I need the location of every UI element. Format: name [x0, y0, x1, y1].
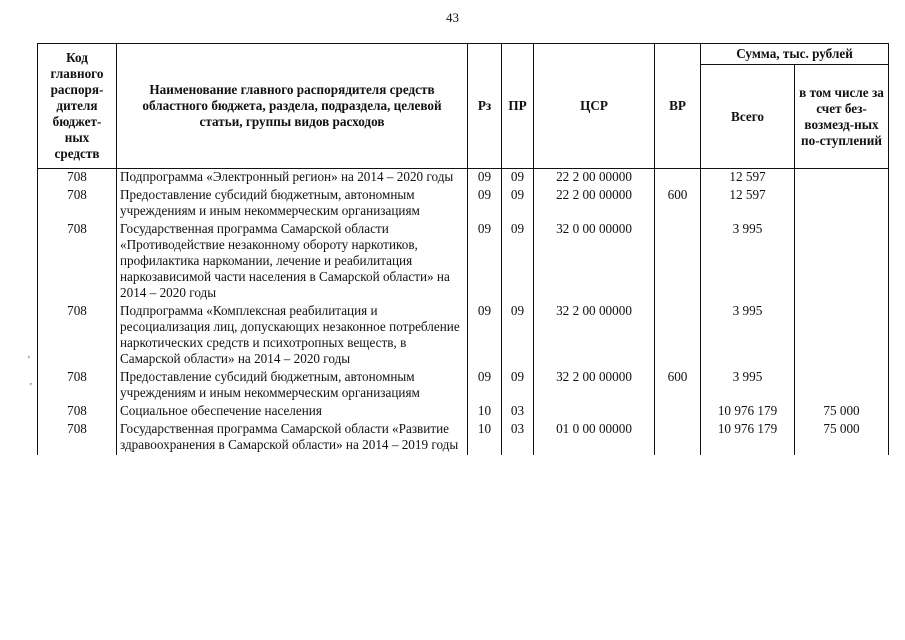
cell-free: [795, 303, 889, 369]
cell-vr: [655, 221, 701, 303]
cell-vr: [655, 303, 701, 369]
table-row: [38, 369, 889, 403]
cell-name: Социальное обеспечение населения: [117, 403, 468, 421]
cell-csr: 22 2 00 00000: [534, 187, 655, 221]
cell-rz: 09: [468, 369, 502, 403]
cell-code: 708: [38, 221, 117, 303]
cell-vr: 600: [655, 369, 701, 403]
cell-vr: 600: [655, 187, 701, 221]
cell-csr: 32 2 00 00000: [534, 303, 655, 369]
cell-rz: 09: [468, 221, 502, 303]
cell-pr: 03: [502, 403, 534, 421]
cell-free: [795, 369, 889, 403]
cell-code: 708: [38, 169, 117, 188]
cell-name: Государственная программа Самарской области «Противодействие незаконному обороту наркотиков, профилактика наркомании, лечение и реабилитация наркозависимой части населения в Самарской области» на 2014 – 2020 годы: [117, 221, 468, 303]
cell-total: 10 976 179: [701, 421, 795, 455]
cell-vr: [655, 169, 701, 188]
cell-name: Государственная программа Самарской области «Развитие здравоохранения в Самарской области» на 2014 – 2019 годы: [117, 421, 468, 455]
table-row: [38, 403, 889, 421]
cell-pr: 09: [502, 303, 534, 369]
header-free: в том числе за счет без-возмезд-ных по-ступлений: [795, 65, 889, 169]
table-body: [38, 169, 889, 456]
cell-csr: 22 2 00 00000: [534, 169, 655, 188]
cell-vr: [655, 403, 701, 421]
header-csr: ЦСР: [534, 44, 655, 169]
cell-name: Предоставление субсидий бюджетным, автономным учреждениям и иным некоммерческим организациям: [117, 187, 468, 221]
cell-pr: 09: [502, 169, 534, 188]
table-row: [38, 169, 889, 188]
cell-code: 708: [38, 303, 117, 369]
cell-free: 75 000: [795, 421, 889, 455]
cell-csr: 01 0 00 00000: [534, 421, 655, 455]
cell-name: Подпрограмма «Электронный регион» на 2014 – 2020 годы: [117, 169, 468, 188]
cell-total: 3 995: [701, 303, 795, 369]
header-vr: ВР: [655, 44, 701, 169]
cell-csr: 32 2 00 00000: [534, 369, 655, 403]
cell-total: 12 597: [701, 169, 795, 188]
cell-free: [795, 169, 889, 188]
cell-pr: 03: [502, 421, 534, 455]
cell-rz: 09: [468, 169, 502, 188]
cell-total: 10 976 179: [701, 403, 795, 421]
cell-pr: 09: [502, 369, 534, 403]
cell-rz: 09: [468, 303, 502, 369]
cell-code: 708: [38, 403, 117, 421]
cell-code: 708: [38, 369, 117, 403]
cell-csr: 32 0 00 00000: [534, 221, 655, 303]
cell-total: 12 597: [701, 187, 795, 221]
header-code: Код главного распоря-дителя бюджет-ных средств: [38, 44, 117, 169]
cell-rz: 10: [468, 421, 502, 455]
cell-rz: 09: [468, 187, 502, 221]
cell-total: 3 995: [701, 221, 795, 303]
header-sum-group: Сумма, тыс. рублей: [701, 44, 889, 65]
page-number: 43: [446, 10, 459, 25]
cell-name: Подпрограмма «Комплексная реабилитация и ресоциализация лиц, допускающих незаконное потребление наркотических средств и психотропных веществ, в Самарской области» на 2014 – 2020 годы: [117, 303, 468, 369]
table-row: [38, 221, 889, 303]
header-rz: Рз: [468, 44, 502, 169]
table-row: [38, 303, 889, 369]
cell-pr: 09: [502, 187, 534, 221]
cell-rz: 10: [468, 403, 502, 421]
cell-vr: [655, 421, 701, 455]
cell-csr: [534, 403, 655, 421]
cell-pr: 09: [502, 221, 534, 303]
cell-code: 708: [38, 187, 117, 221]
cell-free: 75 000: [795, 403, 889, 421]
table-header: [38, 44, 889, 169]
table-row: [38, 187, 889, 221]
cell-free: [795, 187, 889, 221]
header-total: Всего: [701, 65, 795, 169]
cell-code: 708: [38, 421, 117, 455]
budget-table: [37, 43, 889, 455]
cell-name: Предоставление субсидий бюджетным, автономным учреждениям и иным некоммерческим организациям: [117, 369, 468, 403]
header-pr: ПР: [502, 44, 534, 169]
cell-total: 3 995: [701, 369, 795, 403]
table-row: [38, 421, 889, 455]
cell-free: [795, 221, 889, 303]
header-name: Наименование главного распорядителя средств областного бюджета, раздела, подраздела, целевой статьи, группы видов расходов: [117, 44, 468, 169]
